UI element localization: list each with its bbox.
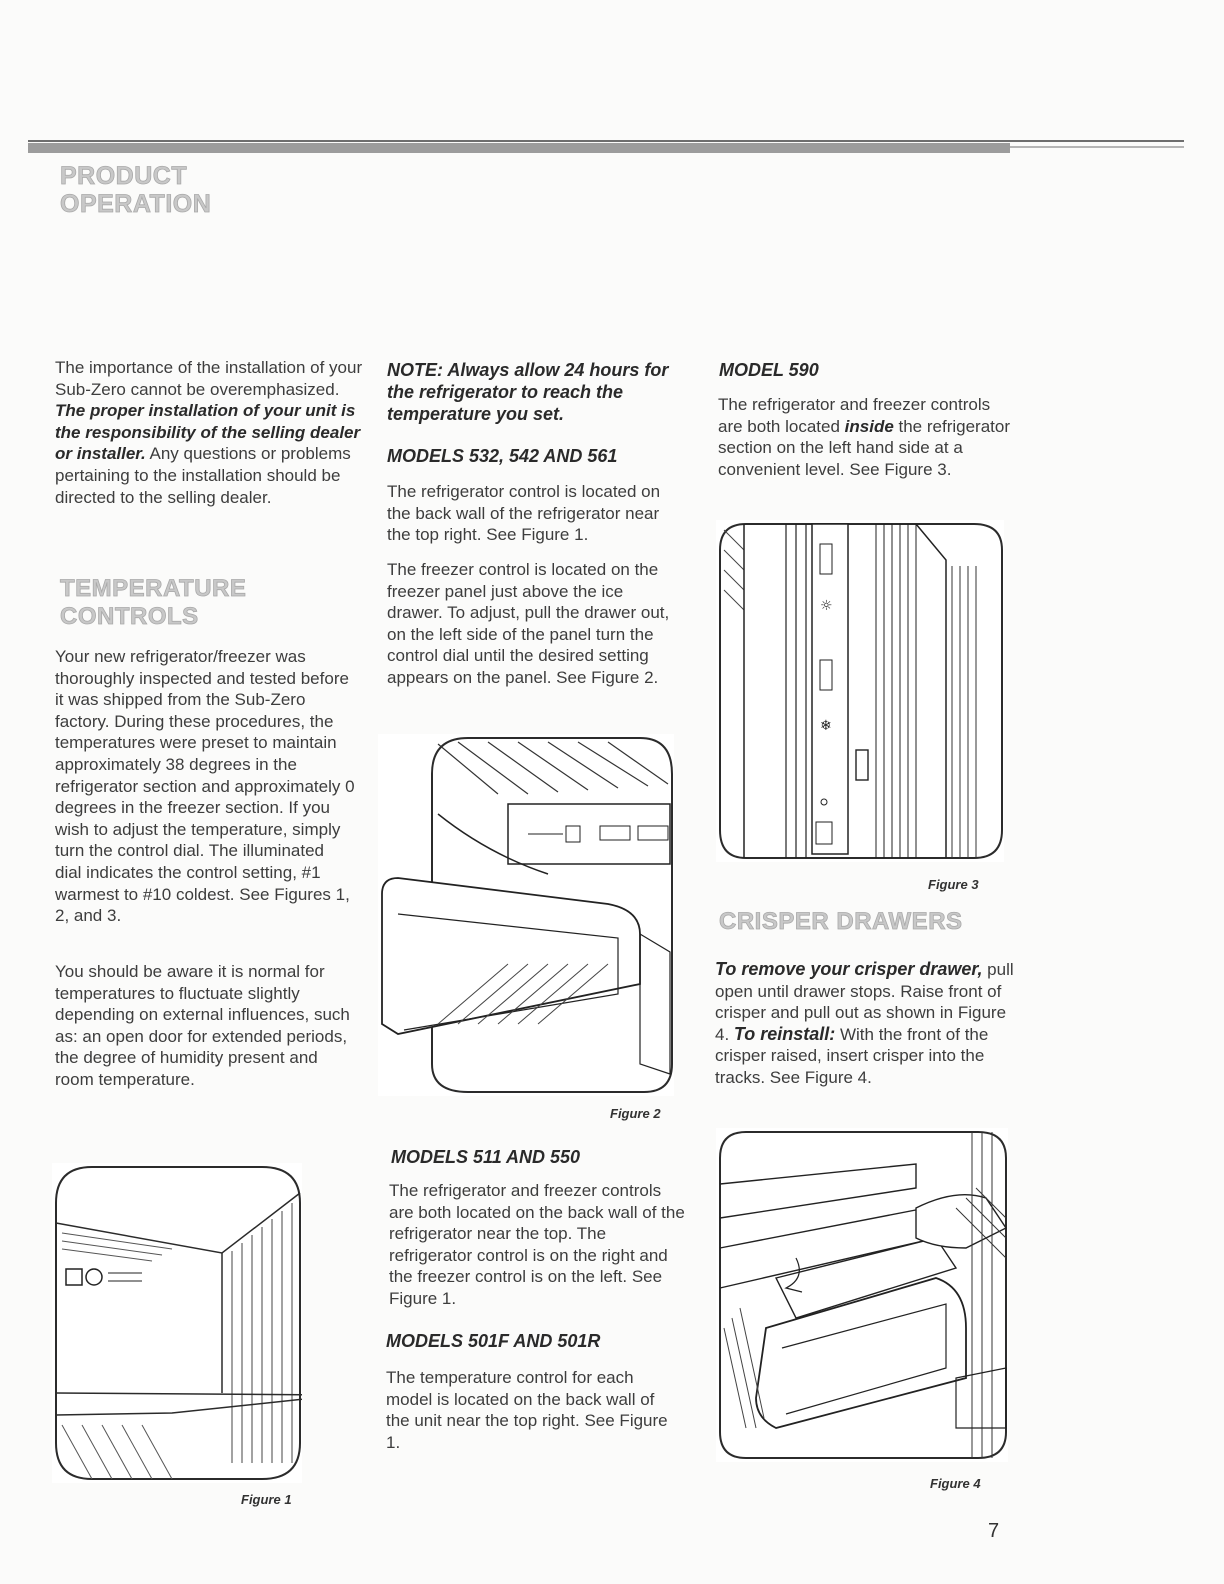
temperature-controls-title xyxy=(60,575,246,631)
header-band-thin xyxy=(1010,146,1184,148)
figure-2-illustration xyxy=(378,734,674,1096)
temperature-paragraph-2 xyxy=(55,961,355,1091)
temperature-paragraph-1-text: Your new refrigerator/freezer was thoroughly inspected and tested before it was shipped from the Sub-Zero factory. During these procedures, the temperatures were preset to maintain approximately 38 degrees in the refrigerator section and approximately 0 degrees in the freezer section. If you wish to adjust the temperature, simply turn the control dial. The illuminated dial indicates the control setting, #1 warmest to #10 coldest. See Figures 1, 2, and 3. xyxy=(55,647,355,926)
model-590-text-2: the refrigerator section on the left hand side at a convenient level. See Figure 3. xyxy=(718,416,1011,479)
crisper-drawer-removal-illustration-icon xyxy=(716,1128,1008,1462)
temperature-title-line1: TEMPERATURE xyxy=(60,575,247,602)
figure-1-caption: Figure 1 xyxy=(241,1492,292,1507)
figure-4-caption: Figure 4 xyxy=(930,1476,981,1491)
header-rule xyxy=(28,140,1184,142)
models-511-paragraph xyxy=(389,1180,685,1310)
model-590-text-1: The refrigerator and freezer controls are both located xyxy=(718,395,991,436)
crisper-text-1: pull open until drawer stops. Raise front of crisper and pull out as shown in Figure 4. xyxy=(715,960,1014,1044)
crisper-paragraph xyxy=(715,959,1015,1089)
svg-text:☼: ☼ xyxy=(820,598,833,614)
temperature-paragraph-2-text: You should be aware it is normal for temperatures to fluctuate slightly depending on external influences, such as: an open door for extended periods, the degree of humidity present and room temperature. xyxy=(55,962,350,1089)
figure-2-caption: Figure 2 xyxy=(610,1106,661,1121)
figure-1-illustration xyxy=(52,1163,302,1483)
models-532-paragraph-1 xyxy=(387,481,679,546)
models-511-paragraph-text: The refrigerator and freezer controls are both located on the back wall of the refrigerator near the top. The refrigerator control is on the right and the freezer control is on the left. See Figure 1. xyxy=(389,1181,685,1308)
freezer-drawer-control-illustration-icon xyxy=(378,734,674,1096)
models-532-paragraph-1-text: The refrigerator control is located on the back wall of the refrigerator near the top right. See Figure 1. xyxy=(387,482,661,545)
intro-paragraph xyxy=(55,357,373,508)
intro-text-2: Any questions or problems pertaining to the installation should be directed to the selling dealer. xyxy=(55,444,351,507)
section-title-line2: OPERATION xyxy=(60,190,212,218)
temperature-title-line2: CONTROLS xyxy=(60,603,199,630)
model590-control-strip-illustration-icon xyxy=(716,520,1004,862)
models-501-paragraph xyxy=(386,1367,668,1453)
intro-text-1: The importance of the installation of your Sub-Zero cannot be overemphasized. xyxy=(55,358,363,399)
models-501-paragraph-text: The temperature control for each model is located on the back wall of the unit near the top right. See Figure 1. xyxy=(386,1368,668,1452)
fridge-control-panel-illustration-icon xyxy=(52,1163,302,1483)
svg-text:❄: ❄ xyxy=(820,718,832,734)
figure-3-caption: Figure 3 xyxy=(928,877,979,892)
model-590-heading: MODEL 590 xyxy=(719,360,819,380)
model-590-inside: inside xyxy=(844,416,894,436)
figure-4-illustration xyxy=(716,1128,1008,1462)
models-532-heading: MODELS 532, 542 AND 561 xyxy=(387,446,618,466)
header-band xyxy=(28,143,1010,153)
section-title xyxy=(60,162,211,218)
crisper-text-2: With the front of the crisper raised, insert crisper into the tracks. See Figure 4. xyxy=(715,1024,989,1087)
models-511-heading: MODELS 511 AND 550 xyxy=(391,1147,581,1167)
model-590-paragraph xyxy=(718,394,1016,480)
models-501-heading: MODELS 501F AND 501R xyxy=(386,1331,601,1351)
models-532-paragraph-2-text: The freezer control is located on the freezer panel just above the ice drawer. To adjust, pull the drawer out, on the left side of the panel turn the control dial until the desired setting appears on the panel. See Figure 2. xyxy=(387,560,670,687)
crisper-reinstall-heading: To reinstall: xyxy=(733,1023,836,1044)
crisper-drawers-title: CRISPER DRAWERS xyxy=(719,908,963,935)
temperature-paragraph-1 xyxy=(55,646,355,927)
page-number: 7 xyxy=(988,1520,1000,1542)
models-532-paragraph-2 xyxy=(387,559,672,689)
figure-3-illustration xyxy=(716,520,1004,862)
crisper-remove-heading: To remove your crisper drawer, xyxy=(715,959,983,979)
section-title-line1: PRODUCT xyxy=(60,162,188,190)
intro-emphasis: The proper installation of your unit is the responsibility of the selling dealer or installer. xyxy=(55,401,361,464)
note-paragraph: NOTE: Always allow 24 hours for the refrigerator to reach the temperature you set. xyxy=(387,360,669,424)
